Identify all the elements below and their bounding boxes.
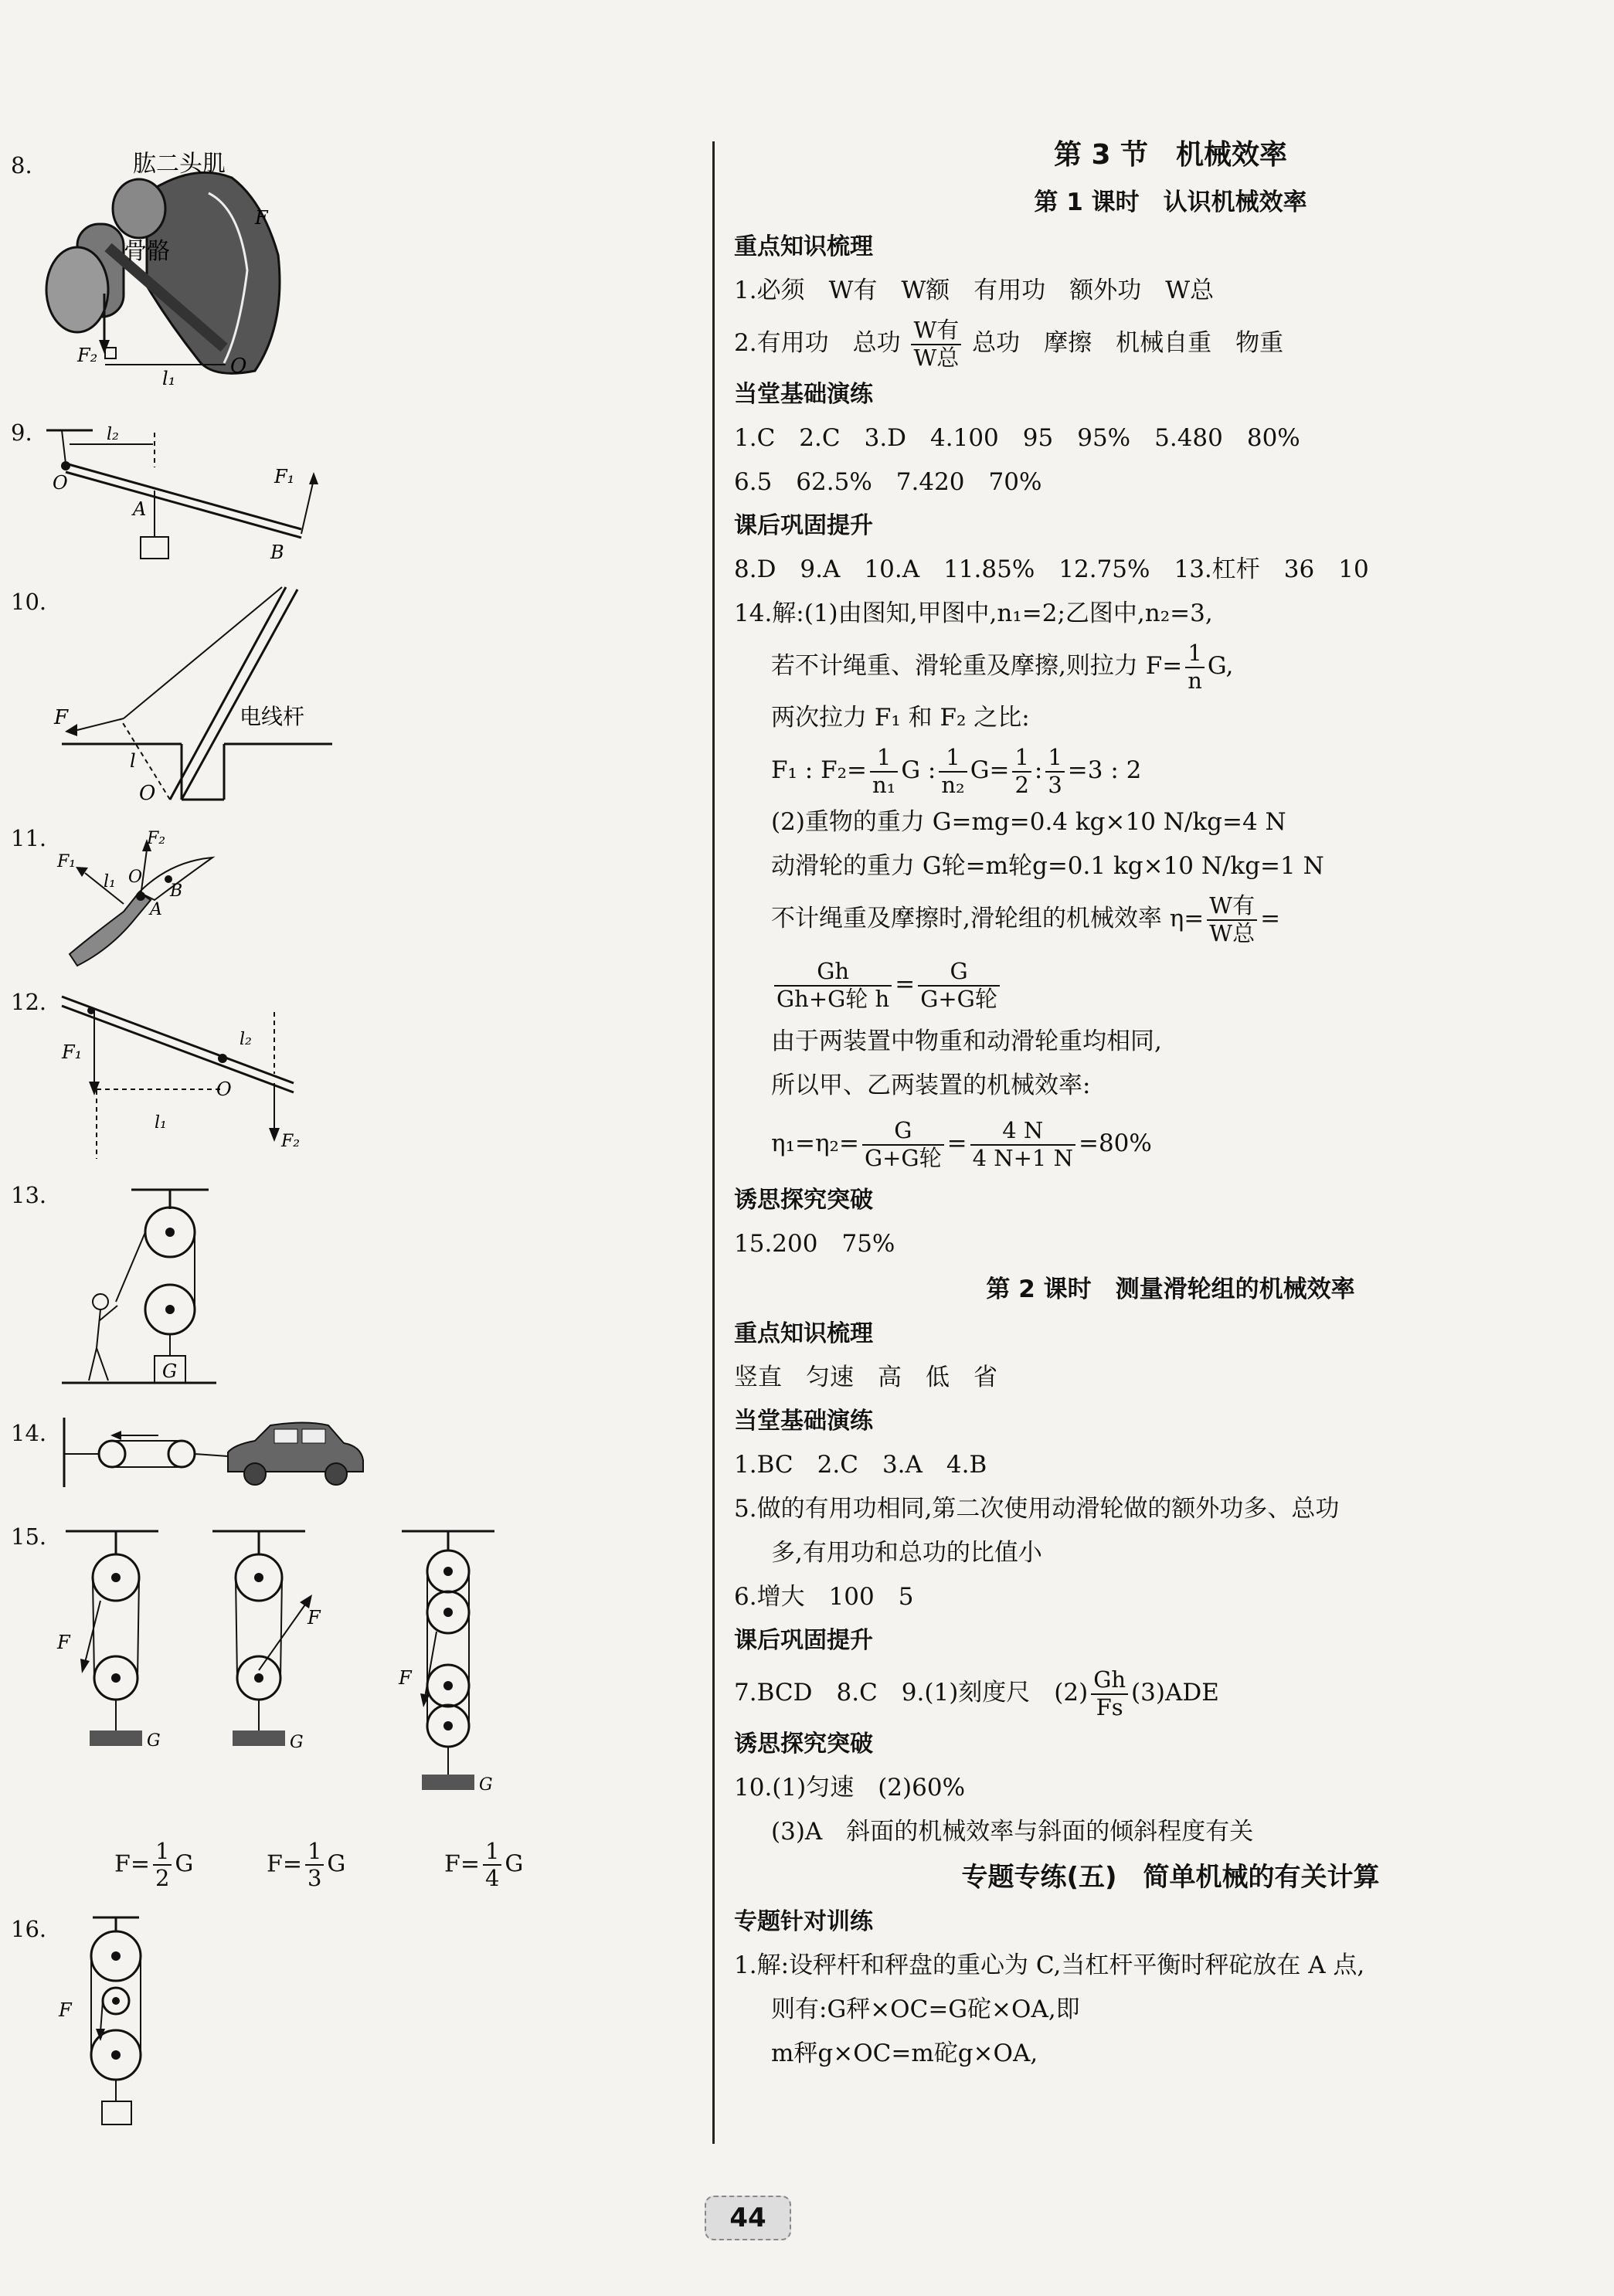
answer-line: 1.解:设秤杆和秤盘的重心为 C,当杠杆平衡时秤砣放在 A 点,: [734, 1951, 1365, 1979]
q15-f-label-2: F: [308, 1607, 321, 1629]
q12-l1-label: l₁: [155, 1113, 167, 1133]
answer-line: 多,有用功和总功的比值小: [771, 1539, 1042, 1567]
heading-topic-training: 专题针对训练: [734, 1908, 873, 1935]
q11-a-label: A: [150, 900, 162, 919]
answer-line: m秤g×OC=m砣g×OA,: [771, 2040, 1038, 2067]
q12-number: 12.: [11, 989, 47, 1015]
q10-pole-label: 电线杆: [240, 704, 305, 729]
q11-f1-label: F₁: [57, 852, 76, 871]
answers-column: [734, 131, 1607, 2076]
q11-tool-diagram: [46, 819, 232, 973]
answer-line-fraction: 2.有用功 总功 $\frac{\text{W有}}{\text{W总}}$ 总功 摩擦 机械自重 物重: [734, 317, 1284, 371]
q10-f-label: F: [54, 706, 69, 729]
answer-line: 所以甲、乙两装置的机械效率:: [771, 1072, 1091, 1099]
lesson2-title: 第 2 课时 测量滑轮组的机械效率: [986, 1275, 1355, 1303]
q12-f2-label: F₂: [281, 1132, 301, 1151]
answer-line: 6.5 62.5% 7.420 70%: [734, 468, 1042, 496]
answer-line: 由于两装置中物重和动滑轮重均相同,: [771, 1027, 1162, 1055]
answer-line-fraction: 不计绳重及摩擦时,滑轮组的机械效率 η= $\frac{\text{W有}}{\text{W总}}$ =: [771, 892, 1281, 946]
q9-f1-label: F₁: [274, 466, 295, 487]
answer-line: 1.BC 2.C 3.A 4.B: [734, 1451, 987, 1479]
q8-number: 8.: [11, 152, 32, 178]
q11-l1-label: l₁: [104, 872, 116, 892]
column-divider: [712, 141, 715, 2144]
answer-line: 动滑轮的重力 G轮=m轮g=0.1 kg×10 N/kg=1 N: [771, 852, 1324, 880]
efficiency-fraction: $\frac{\text{W有}}{\text{W总}}$: [911, 318, 961, 371]
q11-b-label: B: [170, 881, 183, 901]
answer-line: 竖直 匀速 高 低 省: [734, 1364, 997, 1391]
answer-line: 14.解:(1)由图知,甲图中,n₁=2;乙图中,n₂=3,: [734, 599, 1213, 627]
q15-number: 15.: [11, 1523, 47, 1550]
q14-car-diagram: [58, 1414, 367, 1491]
q9-a-label: A: [133, 498, 147, 520]
q9-l2-label: l₂: [107, 425, 119, 444]
heading-basic-2: 当堂基础演练: [734, 1408, 873, 1435]
answer-line-ratio: F₁ : F₂= $\frac{1}{\text{n₁}}$ G : $\frac{1}{\text{n₂}}$ G= $\frac{1}{2}$ : $\frac{1}{3}$ =3 : 2: [771, 744, 1142, 798]
page-number: 44: [705, 2196, 791, 2240]
heading-inquiry-2: 诱思探究突破: [734, 1730, 873, 1758]
q15-formula-3: F= $\frac{1}{4}$ G: [444, 1838, 524, 1892]
q14-number: 14.: [11, 1420, 47, 1446]
q15-f-label-1: F: [57, 1632, 70, 1653]
answer-line: 8.D 9.A 10.A 11.85% 12.75% 13.杠杆 36 10: [734, 555, 1369, 583]
answer-line: 1.C 2.C 3.D 4.100 95 95% 5.480 80%: [734, 424, 1300, 452]
answer-line: (3)A 斜面的机械效率与斜面的倾斜程度有关: [771, 1818, 1254, 1846]
q9-b-label: B: [270, 542, 284, 563]
answer-line: 两次拉力 F₁ 和 F₂ 之比:: [771, 704, 1030, 732]
q15-formula-1: F= $\frac{1}{2}$ G: [114, 1838, 194, 1892]
q12-o-label: O: [216, 1078, 232, 1100]
q12-f1-label: F₁: [62, 1041, 83, 1063]
q8-o-label: O: [230, 355, 247, 378]
heading-inquiry-1: 诱思探究突破: [734, 1187, 873, 1214]
heading-consolidate-1: 课后巩固提升: [734, 512, 873, 539]
q15-pulley-diagrams: [54, 1523, 533, 1840]
answer-line-fraction: $\frac{Gh}{\text{Gh+G轮 h}}$ = $\frac{G}{\text{G+G轮}}$: [734, 949, 1607, 1020]
q8-arm-diagram: [31, 147, 324, 394]
q8-bone-label: 骨骼: [124, 238, 170, 265]
q13-number: 13.: [11, 1182, 47, 1208]
heading-consolidate-2: 课后巩固提升: [734, 1627, 873, 1654]
answer-line: 则有:G秤×OC=G砣×OA,即: [771, 1995, 1080, 2023]
section-title: 第 3 节 机械效率: [1053, 139, 1288, 171]
answer-line-fraction: 若不计绳重、滑轮重及摩擦,则拉力 F= $\frac{1}{n}$ G,: [771, 640, 1234, 694]
q16-pulley-diagram: [46, 1908, 201, 2140]
answer-line: 10.(1)匀速 (2)60%: [734, 1774, 966, 1802]
q15-g-label-2: G: [290, 1733, 304, 1752]
answer-line: (2)重物的重力 G=mg=0.4 kg×10 N/kg=4 N: [771, 808, 1286, 836]
q10-o-label: O: [139, 782, 156, 805]
q10-number: 10.: [11, 589, 47, 615]
q16-f-label: F: [59, 1999, 72, 2021]
q8-f-label: F: [255, 207, 268, 229]
heading-knowledge-2: 重点知识梳理: [734, 1320, 873, 1347]
q9-lever-diagram: [39, 421, 332, 568]
q8-biceps-label: 肱二头肌: [133, 151, 226, 178]
heading-knowledge-1: 重点知识梳理: [734, 233, 873, 260]
lesson1-title: 第 1 课时 认识机械效率: [1034, 189, 1307, 216]
answer-line: 5.做的有用功相同,第二次使用动滑轮做的额外功多、总功: [734, 1495, 1340, 1523]
q9-o-label: O: [53, 472, 68, 494]
q12-lever-diagram: [54, 981, 317, 1167]
answer-line: 1.必须 W有 W额 有用功 额外功 W总: [734, 277, 1215, 304]
q10-l-label: l: [130, 750, 136, 772]
q10-pole-diagram: [46, 576, 340, 807]
heading-basic-1: 当堂基础演练: [734, 381, 873, 408]
q13-g-label: G: [162, 1360, 178, 1382]
q15-formula-2: F= $\frac{1}{3}$ G: [267, 1838, 346, 1892]
q8-l1-label: l₁: [162, 368, 176, 389]
answer-line: 15.200 75%: [734, 1230, 895, 1258]
answer-line-fraction: 7.BCD 8.C 9.(1)刻度尺 (2) $\frac{Gh}{Fs}$ (3)ADE: [734, 1666, 1219, 1720]
q15-g-label-3: G: [479, 1775, 493, 1795]
q15-f-label-3: F: [399, 1667, 412, 1689]
q11-f2-label: F₂: [147, 829, 166, 848]
q12-l2-label: l₂: [240, 1030, 252, 1049]
q15-g-label-1: G: [147, 1731, 161, 1751]
answer-line-fraction: η₁=η₂= $\frac{G}{\text{G+G轮}}$ = $\frac{4 N}{4 N+1 N}$ =80%: [771, 1117, 1152, 1171]
q13-pulley-diagram: [54, 1178, 240, 1394]
topic-title: 专题专练(五) 简单机械的有关计算: [961, 1862, 1380, 1893]
q9-number: 9.: [11, 419, 32, 446]
q8-f2-label: F₂: [77, 345, 98, 366]
q16-number: 16.: [11, 1916, 47, 1942]
q11-o-label: O: [128, 868, 143, 887]
q11-number: 11.: [11, 825, 47, 851]
answer-line: 6.增大 100 5: [734, 1583, 914, 1611]
